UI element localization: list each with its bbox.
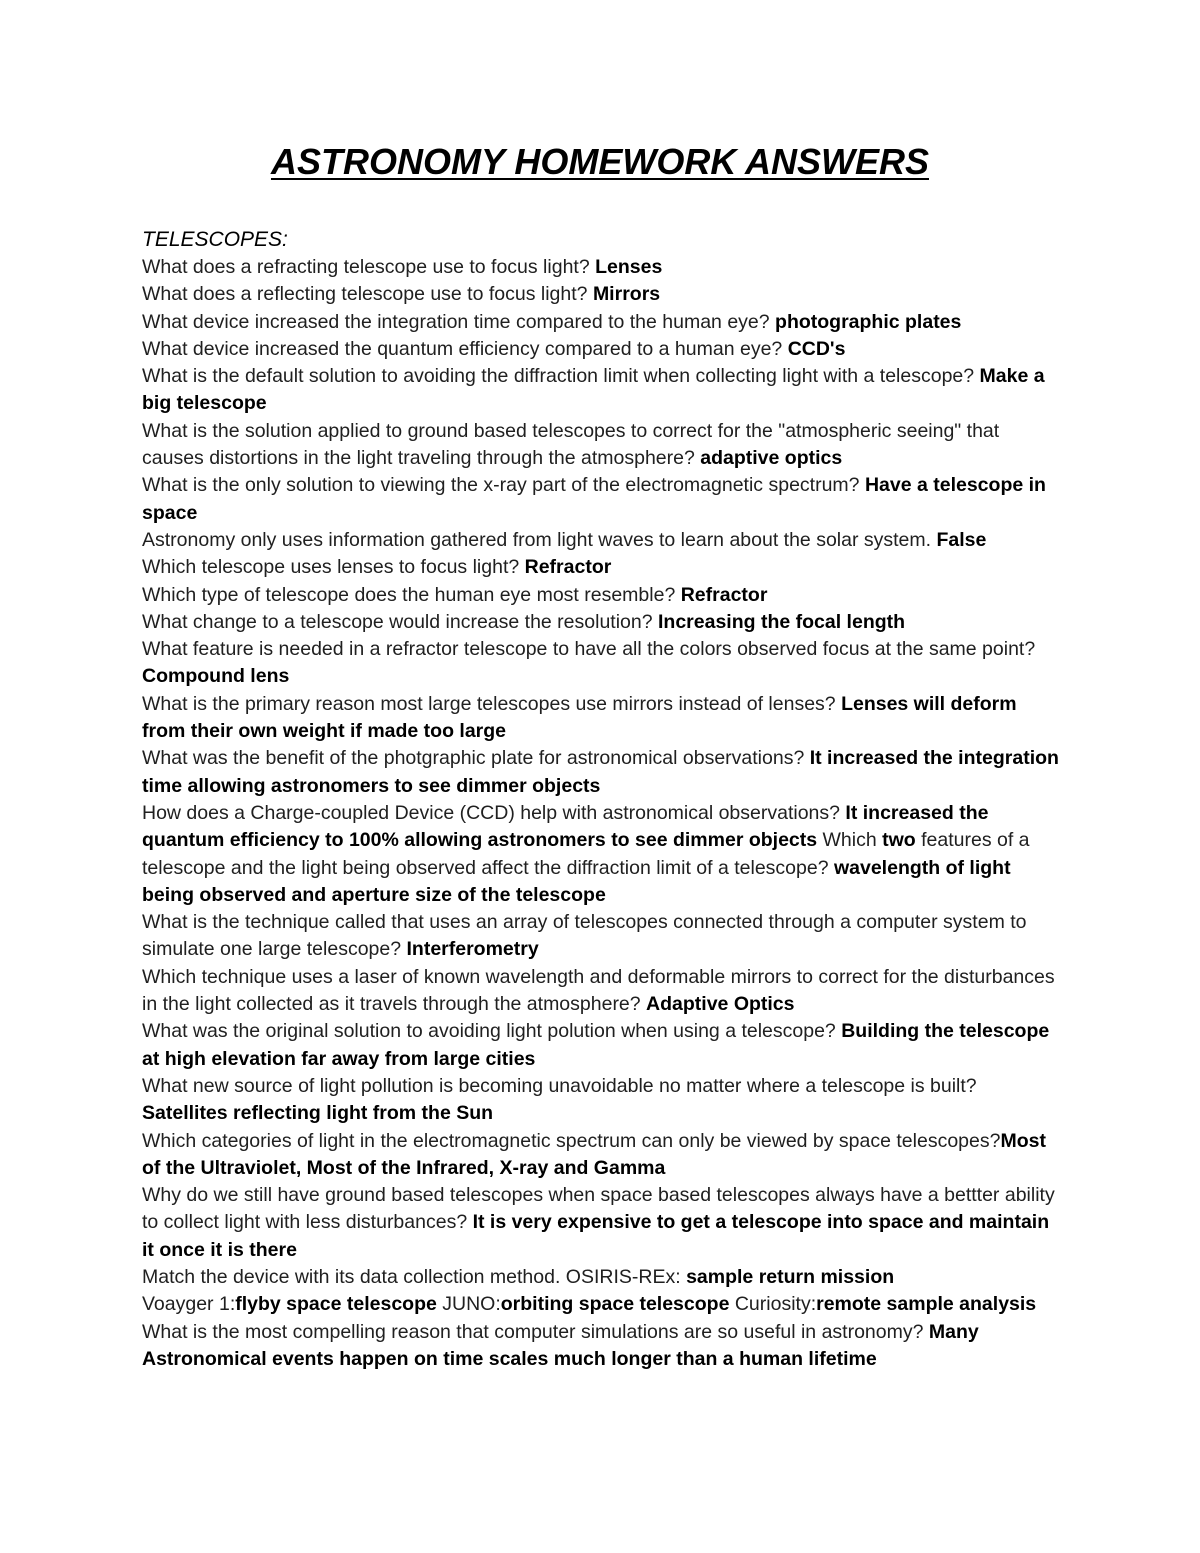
answer-text: It increased the integration time allowing astronomers to see dimmer objects	[142, 747, 1059, 797]
answer-text: Satellites reflecting light from the Sun	[142, 1102, 494, 1125]
answer-text: False	[936, 528, 987, 551]
qa-item	[142, 909, 1062, 964]
answer-text: Refractor	[524, 556, 612, 579]
question-text: What device increased the quantum efficiency compared to a human eye?	[142, 337, 788, 360]
question-text: Which technique uses a laser of known wavelength and deformable mirrors to correct for the disturbances in the light collected as it travels through the atmosphere?	[142, 965, 1055, 1016]
question-text: features of a telescope and the light being observed affect the diffraction limit of a telescope?	[142, 829, 1030, 879]
question-text: Which categories of light in the electromagnetic spectrum can only be viewed by space telescopes?	[142, 1129, 1001, 1152]
qa-item	[142, 1319, 1062, 1374]
answer-text: Adaptive Optics	[646, 993, 795, 1016]
qa-item	[142, 418, 1062, 473]
qa-item	[142, 254, 1062, 281]
question-text: How does a Charge-coupled Device (CCD) help with astronomical observations?	[142, 801, 846, 824]
answer-text: flyby space telescope	[235, 1293, 437, 1316]
qa-item	[142, 281, 1062, 308]
qa-item	[142, 609, 1062, 636]
match-label: Curiosity:	[729, 1293, 817, 1316]
qa-item	[142, 1018, 1062, 1073]
match-label: JUNO:	[436, 1293, 501, 1316]
question-text: What does a refracting telescope use to focus light?	[142, 256, 596, 278]
question-text: What change to a telescope would increase the resolution?	[142, 610, 658, 633]
answer-text: It increased the quantum efficiency to 100% allowing astronomers to see dimmer objects	[142, 801, 989, 852]
answer-text: CCD's	[787, 337, 846, 360]
answer-text: orbiting space telescope	[500, 1293, 730, 1316]
answer-text: It is very expensive to get a telescope into space and maintain it once it is there	[142, 1211, 1050, 1261]
question-text: Which telescope uses lenses to focus light?	[142, 556, 525, 579]
page-title: ASTRONOMY HOMEWORK ANSWERS	[270, 141, 929, 182]
answer-text: Most of the Ultraviolet, Most of the Infrared, X-ray and Gamma	[142, 1129, 1046, 1179]
answer-text: Refractor	[680, 583, 768, 606]
match-label: Voayger 1:	[142, 1293, 236, 1316]
qa-item-ccd	[142, 800, 1062, 909]
question-text: What was the original solution to avoiding light polution when using a telescope?	[142, 1020, 842, 1043]
answer-text: sample return mission	[686, 1265, 895, 1288]
question-text: Which type of telescope does the human eye most resemble?	[142, 583, 681, 606]
question-text: What new source of light pollution is becoming unavoidable no matter where a telescope is built?	[142, 1074, 977, 1097]
qa-item	[142, 363, 1062, 418]
qa-item	[142, 636, 1062, 691]
answer-text: Building the telescope at high elevation far away from large cities	[142, 1020, 1050, 1070]
answer-text: Interferometry	[406, 938, 539, 961]
section-heading: TELESCOPES:	[142, 228, 288, 251]
question-text: Why do we still have ground based telescopes when space based telescopes always have a bettter ability to collect light with less disturbances?	[142, 1184, 1055, 1234]
qa-item	[142, 554, 1062, 581]
qa-item	[142, 1128, 1062, 1183]
question-text: What was the benefit of the photgraphic plate for astronomical observations?	[142, 747, 810, 770]
question-text: What feature is needed in a refractor telescope to have all the colors observed focus at the same point?	[142, 638, 1036, 661]
question-text: Which	[817, 829, 883, 852]
qa-item-match	[142, 1264, 1062, 1319]
answer-text: wavelength of light being observed and aperture size of the telescope	[142, 856, 1011, 906]
question-text: What does a reflecting telescope use to focus light?	[142, 283, 593, 306]
answer-text: Lenses will deform from their own weight if made too large	[142, 692, 1017, 743]
question-text: What is the primary reason most large telescopes use mirrors instead of lenses?	[142, 692, 842, 715]
qa-list	[142, 254, 1062, 1373]
qa-item	[142, 582, 1062, 609]
question-text: Match the device with its data collection method. OSIRIS-REx:	[142, 1265, 687, 1288]
answer-text: remote sample analysis	[816, 1293, 1037, 1316]
question-text: Astronomy only uses information gathered from light waves to learn about the solar system.	[142, 528, 937, 551]
answer-text: Compound lens	[142, 665, 290, 688]
question-text: What is the most compelling reason that computer simulations are so useful in astronomy?	[142, 1320, 929, 1343]
question-text: What is the technique called that uses an array of telescopes connected through a computer system to simulate one large telescope?	[142, 911, 1027, 961]
question-text: What is the default solution to avoiding the diffraction limit when collecting light with a telescope?	[142, 365, 980, 388]
qa-item	[142, 527, 1062, 554]
qa-item	[142, 309, 1062, 336]
qa-item	[142, 691, 1062, 746]
qa-item	[142, 1182, 1062, 1264]
emphasis-text: two	[882, 829, 916, 852]
answer-text: photographic plates	[775, 310, 962, 333]
question-text: What is the solution applied to ground based telescopes to correct for the "atmospheric seeing" that causes distortions in the light traveling through the atmosphere?	[142, 419, 1000, 470]
qa-item	[142, 472, 1062, 527]
qa-item	[142, 336, 1062, 363]
answer-text: adaptive optics	[700, 447, 843, 470]
qa-item	[142, 964, 1062, 1019]
qa-item	[142, 1073, 1062, 1128]
answer-text: Many Astronomical events happen on time scales much longer than a human lifetime	[142, 1320, 979, 1370]
question-text: What is the only solution to viewing the x-ray part of the electromagnetic spectrum?	[142, 474, 865, 497]
answer-text: Have a telescope in space	[142, 474, 1046, 524]
answer-text: Mirrors	[592, 283, 661, 306]
answer-text: Make a big telescope	[142, 365, 1045, 415]
qa-item	[142, 745, 1062, 800]
question-text: What device increased the integration time compared to the human eye?	[142, 310, 776, 333]
answer-text: Increasing the focal length	[658, 610, 906, 633]
answer-text: Lenses	[595, 256, 663, 278]
